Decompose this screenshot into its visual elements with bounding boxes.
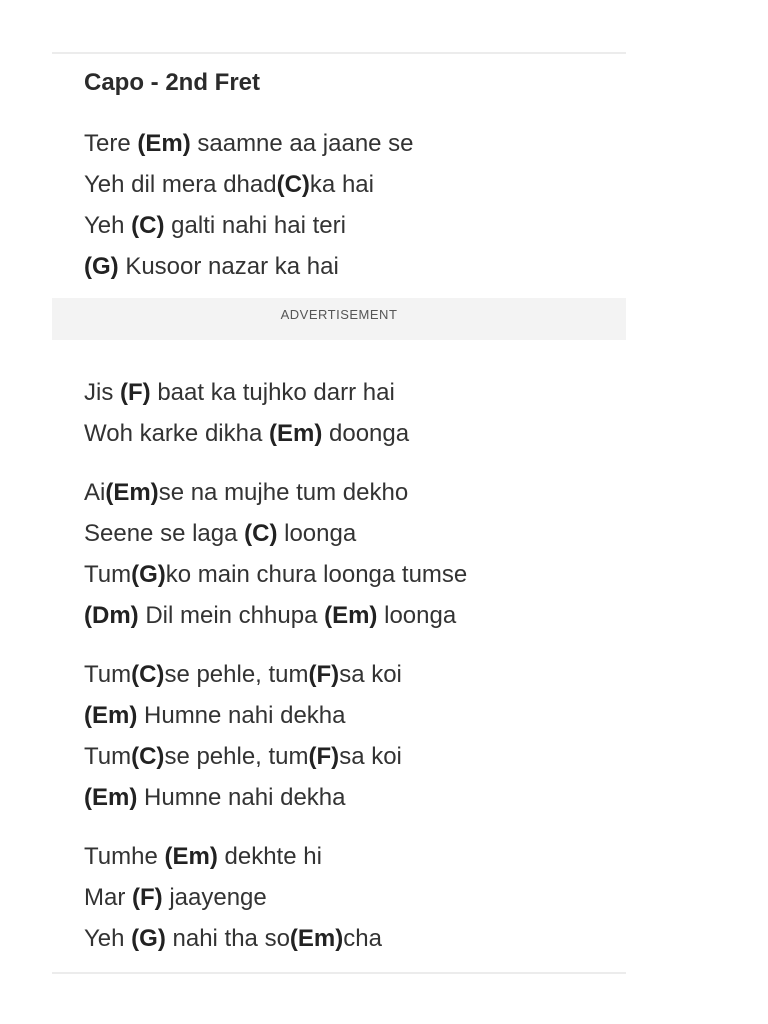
lyric-line [84,519,356,549]
chord: (Em) [289,925,344,952]
chord: (G) [84,253,119,280]
lyric-line [84,129,414,159]
lyric-line [84,211,346,241]
chord: (G) [131,561,166,588]
chord: (Em) [105,479,159,506]
lyric-line [84,378,395,408]
lyric-line [84,170,374,200]
lyric-text: Tere [84,130,138,157]
chord: (F) [308,661,340,688]
lyric-line [84,419,409,449]
chord: (F) [120,379,151,406]
chord: (C) [131,212,165,239]
lyric-line [84,660,402,690]
lyric-line [84,701,345,731]
chord: (Em) [84,784,138,811]
lyric-text: ka hai [309,171,374,198]
lyric-text: baat ka tujhko darr hai [150,379,395,406]
chord: (C) [131,743,165,770]
lyric-text: Kusoor nazar ka hai [118,253,339,280]
lyric-text: Jis [84,379,120,406]
lyric-text: Seene se laga [84,520,245,547]
lyric-text: Mar [84,884,132,911]
lyric-text: Humne nahi dekha [137,702,346,729]
lyric-text: Tum [84,743,132,770]
advertisement-banner[interactable] [52,298,626,340]
lyric-text: Ai [84,479,106,506]
lyric-text: se na mujhe tum dekho [158,479,409,506]
chord: (F) [308,743,340,770]
lyric-text: doonga [322,420,410,447]
chord: (Dm) [84,602,139,629]
chord: (F) [132,884,163,911]
lyric-text: se pehle, tum [164,661,309,688]
lyrics-card [52,52,626,974]
lyric-text: Yeh [84,212,132,239]
chord: (Em) [137,130,191,157]
lyric-line [84,883,267,913]
lyric-text: sa koi [339,661,402,688]
chord: (Em) [164,843,218,870]
lyric-text: loonga [277,520,357,547]
lyric-line [84,924,382,954]
lyric-line [84,842,322,872]
lyric-line [84,478,408,508]
lyric-text: saamne aa jaane se [190,130,414,157]
chord: (C) [276,171,310,198]
chord: (Em) [324,602,378,629]
lyric-text: cha [343,925,382,952]
lyric-text: nahi tha so [165,925,290,952]
lyric-text: Dil mein chhupa [138,602,325,629]
lyric-line [84,560,467,590]
lyric-line [84,601,456,631]
chord: (C) [131,661,165,688]
lyric-line [84,742,402,772]
lyric-text: Yeh dil mera dhad [84,171,277,198]
lyric-text: Tum [84,561,132,588]
lyric-text: sa koi [339,743,402,770]
lyric-line [84,252,339,282]
lyric-text: Tumhe [84,843,165,870]
lyric-text: se pehle, tum [164,743,309,770]
lyric-line [84,783,345,813]
chord: (C) [244,520,278,547]
capo-heading: Capo - 2nd Fret [84,69,261,96]
chord: (Em) [84,702,138,729]
lyric-text: galti nahi hai teri [164,212,346,239]
chord: (Em) [268,420,323,447]
lyric-text: jaayenge [162,884,267,911]
lyric-text: Humne nahi dekha [137,784,346,811]
lyric-text: Tum [84,661,132,688]
chord: (G) [131,925,166,952]
advertisement-label: ADVERTISEMENT [280,307,398,322]
lyric-text: dekhte hi [217,843,322,870]
lyric-text: Woh karke dikha [84,420,269,447]
lyric-text: ko main chura loonga tumse [165,561,468,588]
lyric-text: Yeh [84,925,132,952]
lyric-text: loonga [377,602,457,629]
